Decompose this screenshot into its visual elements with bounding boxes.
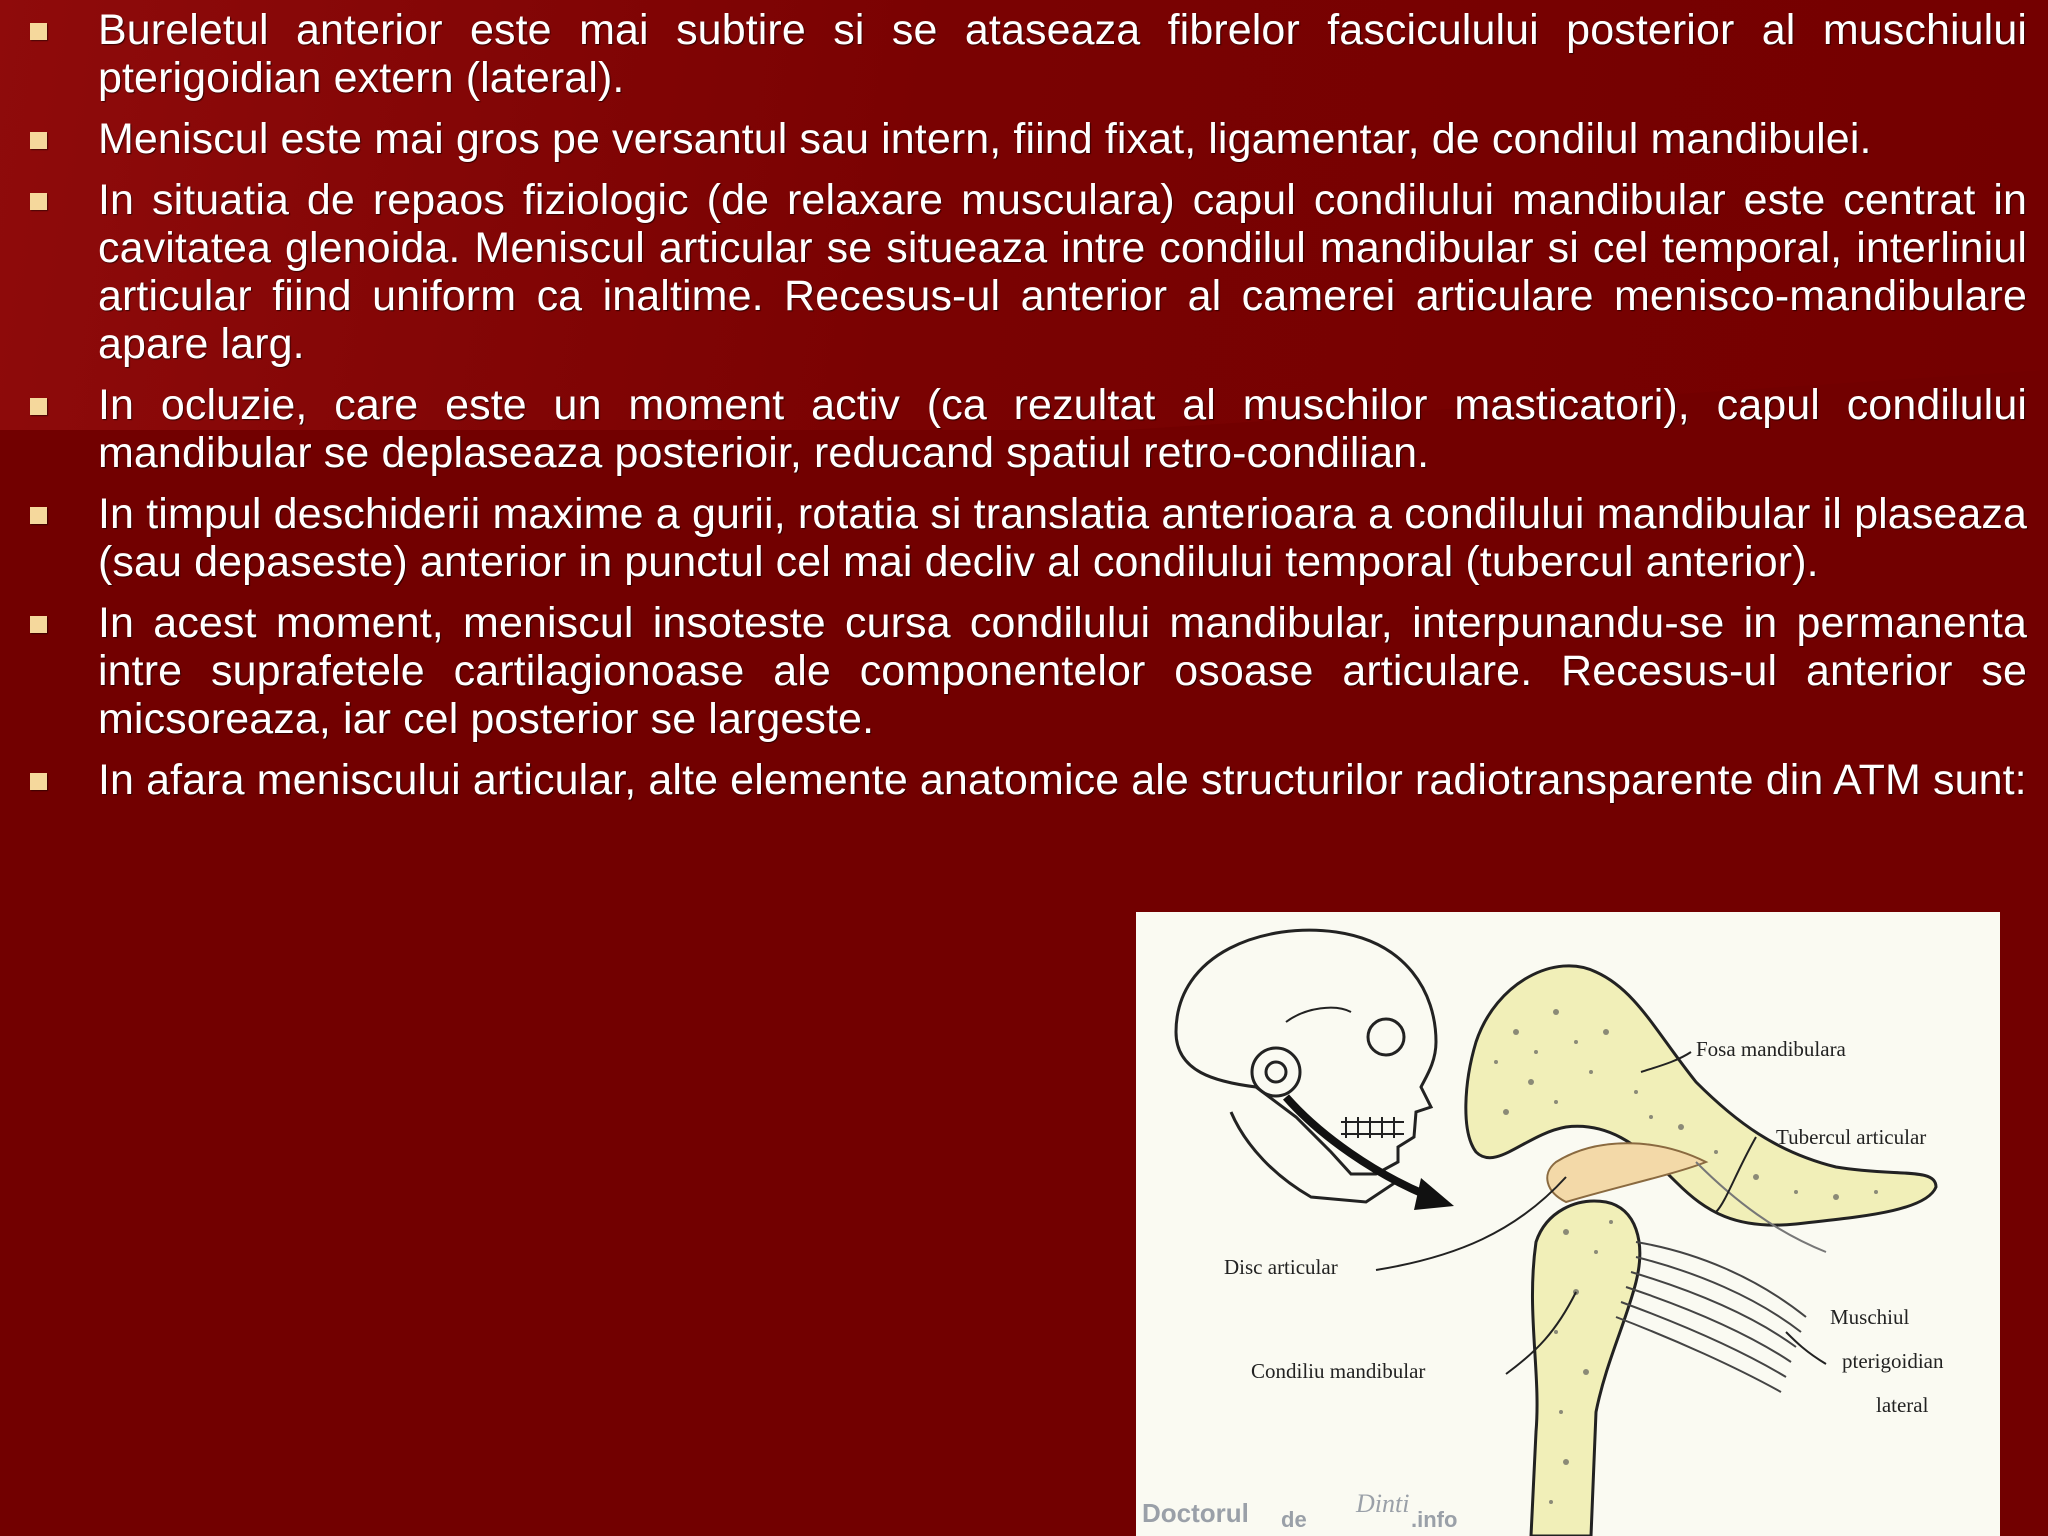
label-muschiul: Muschiul	[1830, 1305, 1910, 1329]
square-bullet-icon	[30, 507, 47, 524]
bullet-item	[24, 490, 2027, 586]
label-condiliu-mandibular: Condiliu mandibular	[1251, 1359, 1426, 1383]
skull-drawing	[1176, 930, 1436, 1202]
label-fosa-mandibulara: Fosa mandibulara	[1696, 1037, 1846, 1061]
temporal-bone-drawing	[1466, 966, 1936, 1225]
bullet-item	[24, 756, 2027, 804]
label-lateral: lateral	[1876, 1393, 1929, 1417]
bullet-text: In afara meniscului articular, alte elemente anatomice ale structurilor radiotransparente din ATM sunt:	[98, 756, 2027, 804]
svg-text:Dinti: Dinti	[1356, 1489, 1410, 1518]
bullet-item	[24, 176, 2027, 368]
square-bullet-icon	[30, 398, 47, 415]
bullet-text: In acest moment, meniscul insoteste cursa condilului mandibular, interpunandu-se in permanenta intre suprafetele cartilagionoase ale componentelor osoase articulare. Recesus-ul anterior se micsoreaza, iar cel posterior se largeste.	[98, 599, 2027, 743]
square-bullet-icon	[30, 23, 47, 40]
label-tubercul-articular: Tubercul articular	[1776, 1125, 1927, 1149]
label-pterigoidian: pterigoidian	[1842, 1349, 1944, 1373]
bullet-text: In situatia de repaos fiziologic (de relaxare musculara) capul condilului mandibular este centrat in cavitatea glenoida. Meniscul articular se situeaza intre condilul mandibular si cel temporal, interliniul articular fiind uniform ca inaltime. Recesus-ul anterior al camerei articulare menisco-mandibulare apare larg.	[98, 176, 2027, 368]
bullet-text: Bureletul anterior este mai subtire si se ataseaza fibrelor fasciculului posterior al muschiului pterigoidian extern (lateral).	[98, 6, 2027, 102]
square-bullet-icon	[30, 616, 47, 633]
tmj-anatomy-figure	[1136, 912, 2000, 1536]
svg-text:.info: .info	[1411, 1507, 1458, 1532]
bullet-item	[24, 599, 2027, 743]
svg-text:Doctorul: Doctorul	[1142, 1498, 1249, 1528]
bullet-text: In timpul deschiderii maxime a gurii, rotatia si translatia anterioara a condilului mandibular il plaseaza (sau depaseste) anterior in punctul cel mai decliv al condilului temporal (tubercul anterior).	[98, 490, 2027, 586]
svg-text:de: de	[1281, 1507, 1307, 1532]
tmj-anatomy-diagram	[1136, 912, 2000, 1536]
bullet-item	[24, 381, 2027, 477]
square-bullet-icon	[30, 773, 47, 790]
bullet-text: Meniscul este mai gros pe versantul sau intern, fiind fixat, ligamentar, de condilul mandibulei.	[98, 115, 1872, 163]
arrow-icon	[1286, 1097, 1454, 1210]
label-disc-articular: Disc articular	[1224, 1255, 1338, 1279]
watermark-logo	[1142, 1489, 1457, 1532]
bullet-list	[24, 6, 2027, 817]
bullet-item	[24, 115, 2027, 163]
bullet-text: In ocluzie, care este un moment activ (ca rezultat al muschilor masticatori), capul condilului mandibular se deplaseaza posterioir, reducand spatiul retro-condilian.	[98, 381, 2027, 477]
square-bullet-icon	[30, 193, 47, 210]
bullet-item	[24, 6, 2027, 102]
mandibular-condyle-drawing	[1531, 1201, 1640, 1536]
square-bullet-icon	[30, 132, 47, 149]
